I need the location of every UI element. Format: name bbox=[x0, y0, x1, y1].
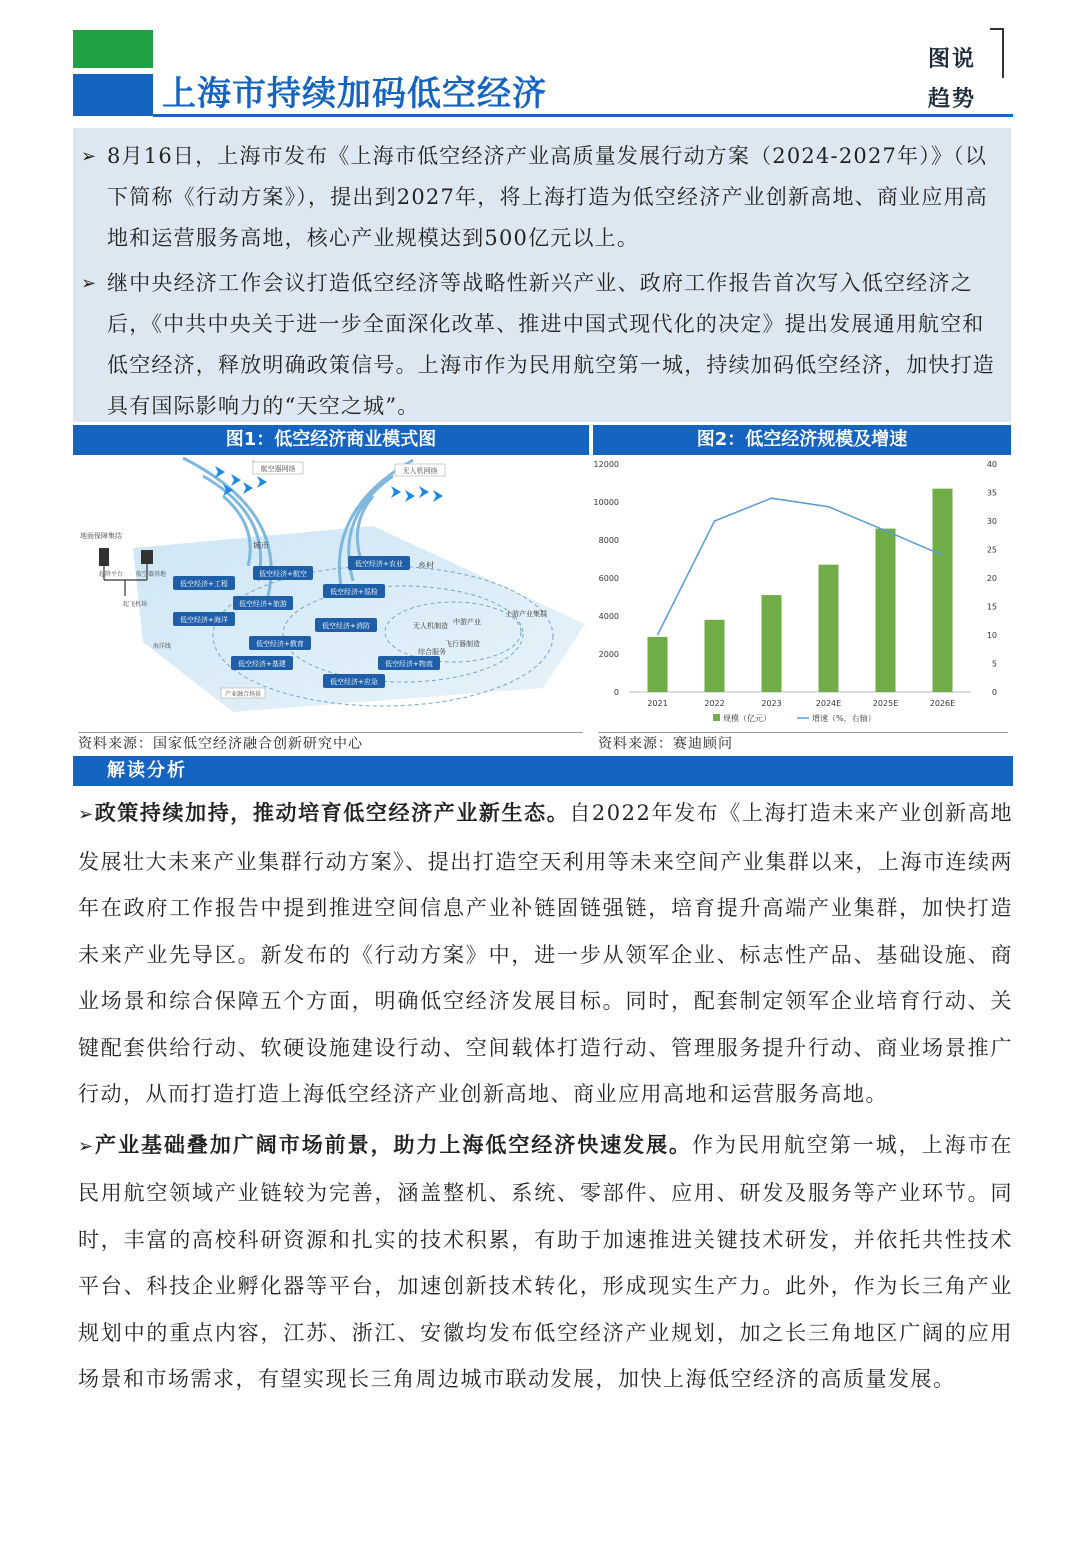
chip: 低空经济+应急 bbox=[330, 678, 378, 686]
business-model-diagram bbox=[73, 456, 589, 728]
label-industry-scene: 产业融合场景 bbox=[224, 691, 262, 698]
bar bbox=[876, 529, 896, 692]
analysis-paragraph bbox=[78, 1122, 1013, 1403]
right-tick-label: 30 bbox=[986, 517, 997, 526]
left-tick-label: 8000 bbox=[598, 536, 619, 545]
summary-box bbox=[73, 128, 1011, 422]
header-green-block bbox=[73, 30, 153, 68]
right-tick-label: 10 bbox=[986, 631, 997, 640]
bar bbox=[648, 637, 668, 692]
figure2-source: 资料来源：赛迪顾问 bbox=[598, 732, 1008, 755]
figure1-diagram bbox=[73, 456, 589, 728]
bar bbox=[819, 565, 839, 692]
tower-icon bbox=[99, 548, 109, 566]
right-tick-label: 0 bbox=[991, 688, 997, 697]
badge-line-2: 趋势 bbox=[928, 87, 977, 112]
zone-center: 中游产业 bbox=[453, 618, 481, 626]
paragraph-text: 作为民用航空第一城，上海市在民用航空领域产业链较为完善，涵盖整机、系统、零部件、应用、研发及服务等产业环节。同时，丰富的高校科研资源和扎实的技术积累，有助于加速推进关键技术研发，并依托共性技术平台、科技企业孵化器等平台，加速创新技术转化，形成现实生产力。此外，作为长三角产业规划中的重点内容，江苏、浙江、安徽均发布低空经济产业规划，加之长三角地区广阔的应用场景和市场需求，有望实现长三角周边城市联动发展，加快上海低空经济的高质量发展。 bbox=[78, 1132, 1013, 1391]
legend-swatch-bar bbox=[713, 714, 720, 721]
building-icon bbox=[141, 550, 153, 564]
label-landing: 起降平台 bbox=[98, 571, 124, 578]
chip: 低空经济+工程 bbox=[180, 580, 228, 588]
x-tick-label: 2023 bbox=[761, 699, 782, 708]
left-tick-label: 4000 bbox=[598, 612, 619, 621]
analysis-paragraph bbox=[78, 790, 1013, 1118]
left-tick-label: 0 bbox=[613, 688, 619, 697]
right-tick-label: 35 bbox=[986, 488, 997, 498]
chip: 低空经济+旅游 bbox=[239, 600, 287, 608]
arrow-bullet-icon: ➢ bbox=[78, 804, 95, 825]
page-title: 上海市持续加码低空经济 bbox=[162, 74, 547, 114]
zone-item: 综合服务 bbox=[418, 648, 446, 656]
figure2-chart bbox=[593, 456, 1011, 728]
growth-line bbox=[658, 498, 943, 635]
label-sea: 海洋线 bbox=[153, 643, 172, 650]
zone-upstream: 上游产业集群 bbox=[505, 610, 547, 618]
zone-item: 无人机制造 bbox=[413, 622, 448, 630]
paragraph-lead: 政策持续加持，推动培育低空经济产业新生态。 bbox=[94, 800, 570, 825]
right-tick-label: 40 bbox=[986, 460, 997, 469]
paragraph-lead: 产业基础叠加广阔市场前景，助力上海低空经济快速发展。 bbox=[94, 1131, 693, 1157]
left-tick-label: 12000 bbox=[593, 460, 619, 469]
chip: 低空经济+海洋 bbox=[180, 616, 228, 624]
summary-bullet-text: 8月16日，上海市发布《上海市低空经济产业高质量发展行动方案（2024-2027年）》（以下简称《行动方案》），提出到2027年，将上海打造为低空经济产业创新高地、商业应用高地和运营服务高地，核心产业规模达到500亿元以上。 bbox=[107, 144, 988, 250]
chip: 低空经济+物流 bbox=[385, 660, 433, 668]
badge-frame bbox=[990, 28, 1004, 78]
arrow-bullet-icon: ➢ bbox=[81, 146, 98, 167]
bar bbox=[705, 620, 725, 692]
left-tick-label: 6000 bbox=[598, 574, 619, 583]
arrow-bullet-icon: ➢ bbox=[78, 1135, 95, 1157]
label-drone-net: 无人机网络 bbox=[402, 467, 438, 475]
x-tick-label: 2021 bbox=[647, 699, 668, 708]
analysis-heading: 解读分析 bbox=[73, 756, 1013, 786]
chip: 低空经济+教育 bbox=[256, 640, 304, 648]
right-tick-label: 15 bbox=[986, 602, 997, 612]
bar bbox=[762, 595, 782, 692]
x-tick-label: 2026E bbox=[929, 699, 956, 708]
label-airport: 航空器基地 bbox=[135, 571, 167, 578]
legend-label: 增速（%，右轴） bbox=[812, 714, 876, 723]
right-tick-label: 25 bbox=[986, 545, 997, 555]
label-ground-cluster: 地面保障集结 bbox=[80, 532, 122, 540]
summary-bullet bbox=[79, 263, 1003, 427]
drone-swarm-icon bbox=[391, 486, 443, 502]
badge-line-1: 图说 bbox=[928, 47, 977, 72]
left-tick-label: 2000 bbox=[598, 650, 619, 659]
badge bbox=[918, 28, 1004, 112]
x-tick-label: 2025E bbox=[872, 699, 899, 708]
scale-growth-chart bbox=[593, 456, 1011, 728]
x-tick-label: 2024E bbox=[815, 699, 842, 708]
analysis-body bbox=[78, 790, 1013, 1407]
label-village: 乡村 bbox=[418, 561, 434, 570]
bar bbox=[933, 489, 953, 692]
chip: 低空经济+农业 bbox=[355, 560, 403, 568]
legend-label: 规模（亿元） bbox=[723, 714, 771, 723]
figure2-title: 图2：低空经济规模及增速 bbox=[593, 425, 1011, 455]
summary-bullet bbox=[79, 136, 1003, 259]
right-tick-label: 20 bbox=[986, 574, 997, 583]
chip: 低空经济+基建 bbox=[238, 660, 286, 668]
x-tick-label: 2022 bbox=[704, 699, 725, 708]
header-blue-block bbox=[73, 74, 153, 116]
chip: 低空经济+巡检 bbox=[330, 588, 378, 596]
arrow-bullet-icon: ➢ bbox=[81, 273, 98, 294]
figure1-source: 资料来源：国家低空经济融合创新研究中心 bbox=[78, 732, 583, 755]
paragraph-text: 自2022年发布《上海打造未来产业创新高地发展壮大未来产业集群行动方案》、提出打造空天利用等未来空间产业集群以来，上海市连续两年在政府工作报告中提到推进空间信息产业补链固链强链，培育提升高端产业集群，加快打造未来产业先导区。新发布的《行动方案》中，进一步从领军企业、标志性产品、基础设施、商业场景和综合保障五个方面，明确低空经济发展目标。同时，配套制定领军企业培育行动、关键配套供给行动、软硬设施建设行动、空间载体打造行动、管理服务提升行动、商业场景推广行动，从而打造打造上海低空经济产业创新高地、商业应用高地和运营服务高地。 bbox=[78, 801, 1013, 1106]
chip: 低空经济+消防 bbox=[322, 622, 370, 630]
zone-item: 飞行器制造 bbox=[445, 640, 480, 648]
figure1-title: 图1：低空经济商业模式图 bbox=[73, 425, 589, 455]
label-city: 城市 bbox=[253, 541, 269, 550]
right-tick-label: 5 bbox=[991, 659, 997, 669]
chip: 低空经济+航空 bbox=[259, 570, 307, 578]
label-drone-port: 起飞机场 bbox=[122, 601, 148, 608]
summary-bullet-text: 继中央经济工作会议打造低空经济等战略性新兴产业、政府工作报告首次写入低空经济之后，《中共中央关于进一步全面深化改革、推进中国式现代化的决定》提出发展通用航空和低空经济，释放明确政策信号。上海市作为民用航空第一城，持续加码低空经济，加快打造具有国际影响力的“天空之城”。 bbox=[107, 271, 995, 418]
left-tick-label: 10000 bbox=[593, 498, 619, 507]
label-aircraft-net: 航空器网络 bbox=[260, 465, 296, 473]
